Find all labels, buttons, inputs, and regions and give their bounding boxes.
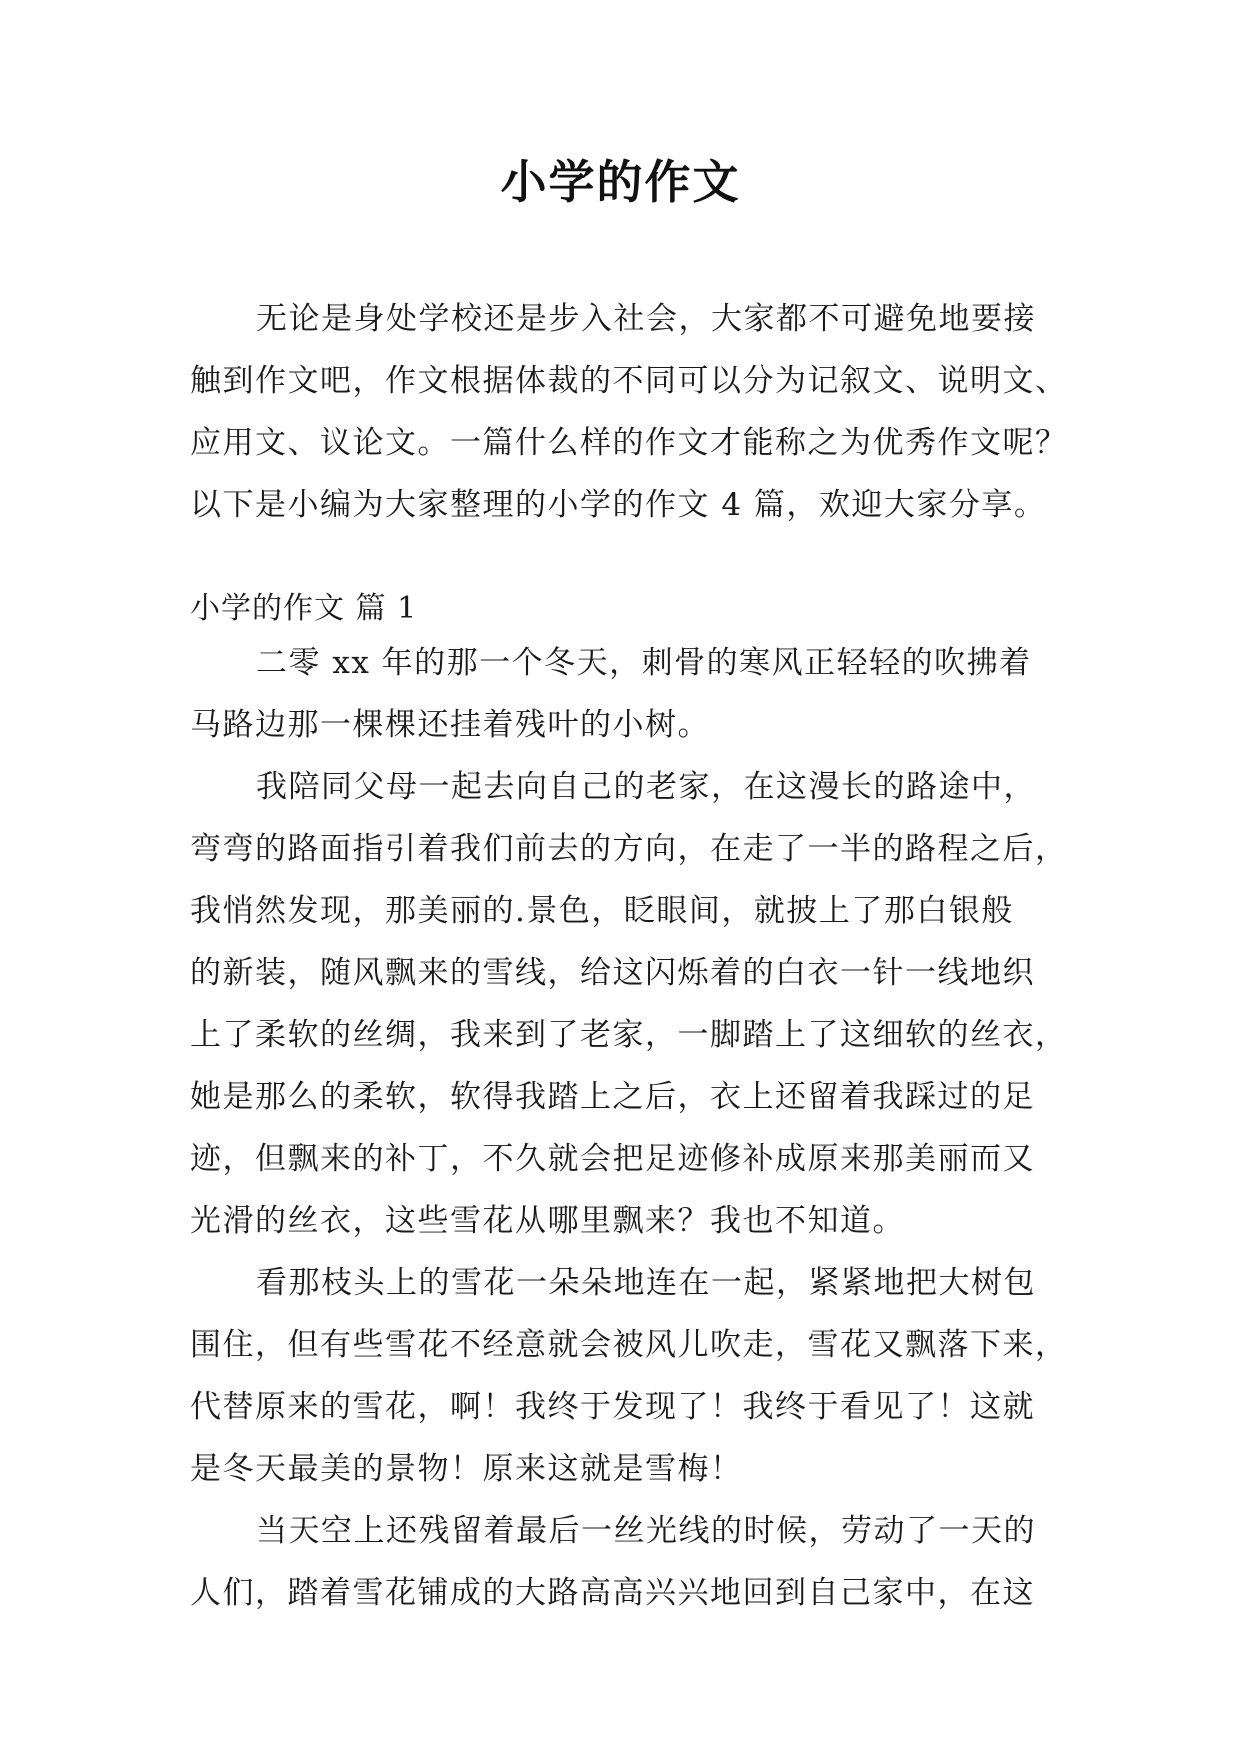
body-line: 是冬天最美的景物！原来这就是雪梅！ <box>190 1451 743 1487</box>
body-line: 我陪同父母一起去向自己的老家，在这漫长的路途中， <box>256 769 1036 805</box>
body-line: 弯弯的路面指引着我们前去的方向，在走了一半的路程之后， <box>190 831 1068 867</box>
body-line: 人们，踏着雪花铺成的大路高高兴兴地回到自己家中，在这 <box>190 1575 1035 1611</box>
intro-line: 触到作文吧，作文根据体裁的不同可以分为记叙文、说明文、 <box>190 363 1068 399</box>
intro-line: 应用文、议论文。一篇什么样的作文才能称之为优秀作文呢？ <box>190 425 1068 461</box>
body-line: 上了柔软的丝绸，我来到了老家，一脚踏上了这细软的丝衣， <box>190 1017 1068 1053</box>
body-line: 我悄然发现，那美丽的.景色，眨眼间，就披上了那白银般 <box>190 893 1014 929</box>
body-line: 她是那么的柔软，软得我踏上之后，衣上还留着我踩过的足 <box>190 1079 1035 1115</box>
intro-line: 无论是身处学校还是步入社会，大家都不可避免地要接 <box>256 301 1036 337</box>
body-line: 当天空上还残留着最后一丝光线的时候，劳动了一天的 <box>256 1513 1036 1549</box>
essay-body <box>190 632 1070 1624</box>
body-line: 二零 xx 年的那一个冬天，刺骨的寒风正轻轻的吹拂着 <box>256 645 1032 681</box>
body-line: 代替原来的雪花，啊！我终于发现了！我终于看见了！这就 <box>190 1389 1035 1425</box>
body-line: 马路边那一棵棵还挂着残叶的小树。 <box>190 707 710 743</box>
body-line: 光滑的丝衣，这些雪花从哪里飘来？我也不知道。 <box>190 1203 905 1239</box>
body-line: 的新装，随风飘来的雪线，给这闪烁着的白衣一针一线地织 <box>190 955 1035 991</box>
document-title: 小学的作文 <box>500 155 741 209</box>
body-line: 围住，但有些雪花不经意就会被风儿吹走，雪花又飘落下来， <box>190 1327 1068 1363</box>
intro-line: 以下是小编为大家整理的小学的作文 4 篇，欢迎大家分享。 <box>190 487 1047 523</box>
section-heading: 小学的作文 篇 1 <box>190 591 418 626</box>
body-line: 迹，但飘来的补丁，不久就会把足迹修补成原来那美丽而又 <box>190 1141 1035 1177</box>
body-line: 看那枝头上的雪花一朵朵地连在一起，紧紧地把大树包 <box>256 1265 1036 1301</box>
intro-paragraph <box>190 288 1070 536</box>
